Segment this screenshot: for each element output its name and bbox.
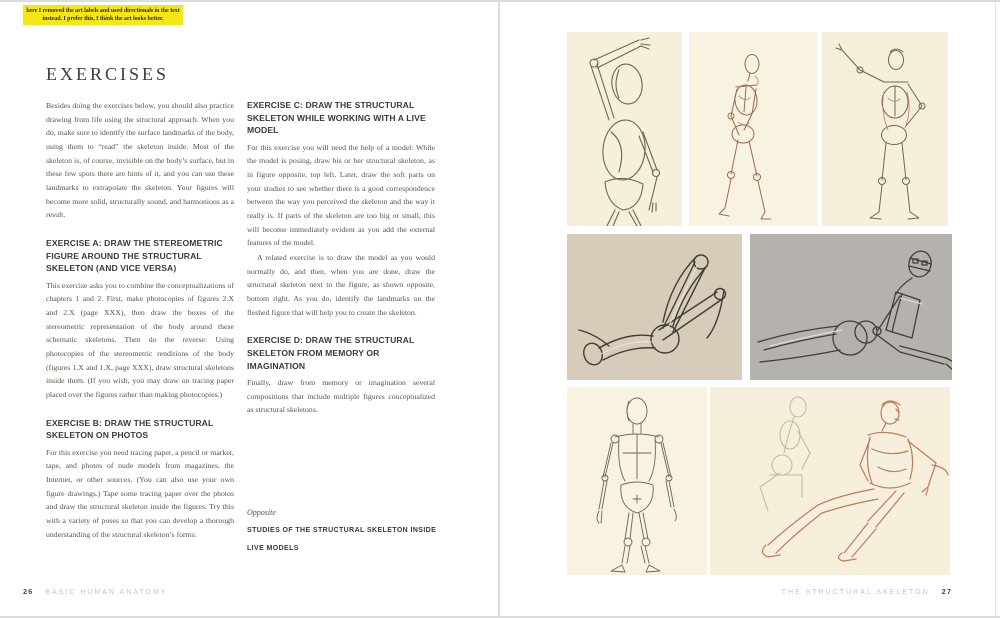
page-title: EXERCISES — [46, 64, 170, 84]
figure-sketch-icon — [710, 387, 950, 575]
figure-study-arm-overhead — [567, 32, 682, 226]
figure-sketch-icon — [567, 32, 682, 226]
exercise-a-body: This exercise asks you to combine the conceptualizations of chapters 1 and 2. First, make photocopies of figures 2.X and 2.X (page XXX), then draw the boxes of the stereometric representation of the body around these schematic skeletons. Then do the reverse: Using photocopies of the stereometric renditions of the body (figures 1.X and 1.X, page XXX), draw structural skeletons inside them. (If you wish, you may draw on tracing paper placed over the figures rather than making photocopies.) — [46, 280, 234, 399]
figure-study-reclining-legs-up — [567, 234, 742, 380]
footer-right — [782, 587, 952, 596]
text-column-1 — [46, 99, 234, 541]
exercise-a-heading: EXERCISE A: DRAW THE STEREOMETRIC FIGURE AROUND THE STRUCTURAL SKELETON (AND VICE VERSA) — [46, 237, 223, 274]
figure-study-standing-frontal — [567, 387, 707, 575]
figure-study-standing-arm-out — [822, 32, 948, 226]
running-head-right: THE STRUCTURAL SKELETON — [781, 589, 930, 596]
exercise-d-body: Finally, draw from memory or imagination several compositions that include multiple figures conceptualized as structural skeletons. — [247, 378, 435, 415]
exercise-b-body: For this exercise you need tracing paper, a pencil or marker, tape, and photos of nude models from magazines, the Internet, or other sources. (You can also use your own figure drawings.) Tape some tracing paper over the photos and draw the structural skeleton inside the figures. Try this with a variety of poses so that you can develop a thorough understanding of the structural skeleton’s forms. — [46, 447, 234, 539]
exercise-c-body-2: A related exercise is to draw the model as you would normally do, and then, when you are done, draw the structural skeleton next to the figure, as shown opposite, bottom right. As you do, identify the landmarks on the fleshed figure that will help you to create the skeleton. — [247, 253, 435, 317]
footer-left — [23, 587, 168, 596]
figure-study-seated-model — [710, 387, 950, 575]
exercise-c-body-1: For this exercise you will need the help of a model: While the model is posing, draw his or her structural skeleton, as in figure opposite, top left. Later, draw the soft parts on your studies to see whether there is a good correspondence between the way you perceived the skeleton and the way it really is. If parts of the skeleton are too big or small, this will become immediately evident as you add the external features of the model. — [247, 142, 435, 248]
text-column-2 — [247, 99, 435, 417]
page-edge-line — [995, 2, 996, 616]
exercise-b-heading: EXERCISE B: DRAW THE STRUCTURAL SKELETON ON PHOTOS — [46, 417, 214, 441]
opposite-caption — [247, 508, 437, 555]
page-gutter-divider — [498, 2, 500, 616]
caption-lead: Opposite — [247, 508, 276, 517]
running-head-left: BASIC HUMAN ANATOMY — [45, 589, 168, 596]
exercise-d-heading: EXERCISE D: DRAW THE STRUCTURAL SKELETON FROM MEMORY OR IMAGINATION — [247, 335, 415, 371]
caption-text: STUDIES OF THE STRUCTURAL SKELETON INSIDE LIVE MODELS — [247, 527, 437, 552]
page-number-left: 26 — [23, 587, 34, 596]
figure-sketch-icon — [750, 234, 952, 380]
figure-sketch-icon — [689, 32, 817, 226]
page-number-right: 27 — [941, 587, 952, 596]
figure-study-reclining-on-elbow — [750, 234, 952, 380]
figure-study-walking — [689, 32, 817, 226]
figure-sketch-icon — [822, 32, 948, 226]
figure-sketch-icon — [567, 387, 707, 575]
editor-note: here I removed the art labels and used directionals in the text instead. I prefer this, I think the art looks better. — [23, 5, 183, 25]
intro-paragraph: Besides doing the exercises below, you should also practice drawing from life using the structural approach. When you do, make sure to identify the surface landmarks of the body, using them to “read” the skeleton inside. Most of the skeleton is, of course, invisible on the body’s surface, but in these few spots there are hints of it, and you can use these landmarks to extrapolate the skeleton. Your figures will become more solid, structurally sound, and harmonious as a result. — [46, 101, 234, 220]
figure-sketch-icon — [567, 234, 742, 380]
exercise-c-heading: EXERCISE C: DRAW THE STRUCTURAL SKELETON WHILE WORKING WITH A LIVE MODEL — [247, 100, 426, 136]
